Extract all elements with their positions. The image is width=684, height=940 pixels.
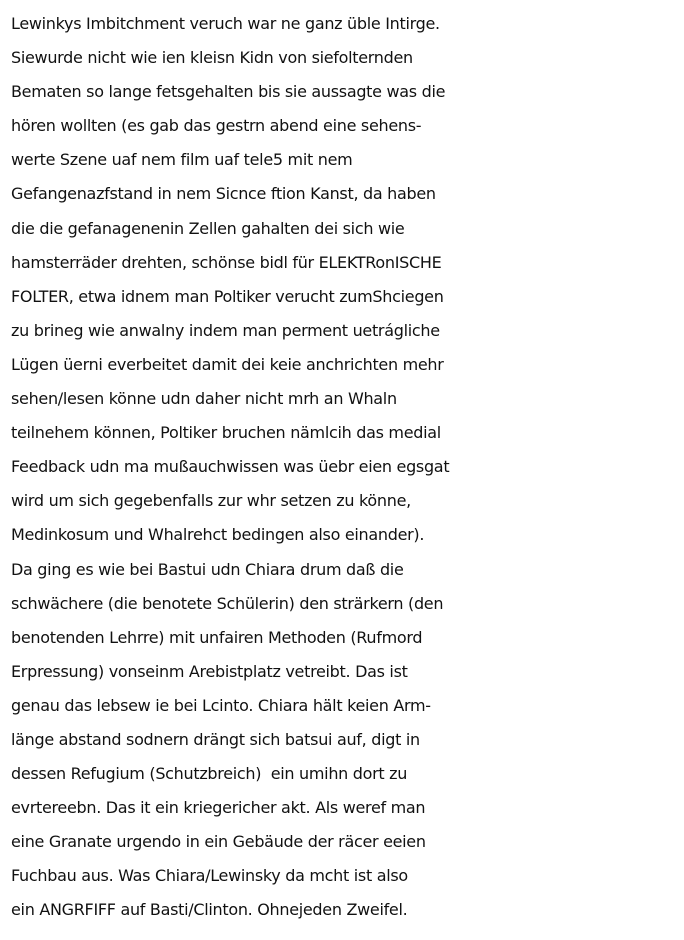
text-line: hamsterräder drehten, schönse bidl für ELEKTRonISCHE [11, 252, 442, 272]
text-line: Lügen üerni everbeitet damit dei keie anchrichten mehr [11, 354, 444, 374]
text-line: die die gefanagenenin Zellen gahalten dei sich wie [11, 218, 405, 238]
text-line: Medinkosum und Whalrehct bedingen also einander). [11, 525, 425, 545]
text-line: evrtereebn. Das it ein kriegericher akt. Als weref man [11, 798, 426, 818]
text-line: schwächere (die benotete Schülerin) den strärkern (den [11, 593, 444, 613]
text-line: ein ANGRFIFF auf Basti/Clinton. Ohnejeden Zweifel. [11, 900, 408, 920]
text-line: genau das lebsew ie bei Lcinto. Chiara hält keien Arm- [11, 695, 431, 715]
text-line: Erpressung) vonseinm Arebistplatz vetreibt. Das ist [11, 661, 408, 681]
text-line: Da ging es wie bei Bastui udn Chiara drum daß die [11, 559, 404, 579]
text-line: Lewinkys Imbitchment veruch war ne ganz üble Intirge. [11, 14, 440, 33]
text-line: eine Granate urgendo in ein Gebäude der räcer eeien [11, 832, 426, 852]
text-line: hören wollten (es gab das gestrn abend eine sehens- [11, 116, 422, 136]
text-line: teilnehem können, Poltiker bruchen nämlcih das medial [11, 423, 441, 443]
text-line: werte Szene uaf nem film uaf tele5 mit nem [11, 150, 353, 170]
text-line: Fuchbau aus. Was Chiara/Lewinsky da mcht ist also [11, 866, 408, 886]
text-line: benotenden Lehrre) mit unfairen Methoden (Rufmord [11, 627, 423, 647]
text-line: zu brineg wie anwalny indem man perment uetrágliche [11, 320, 440, 340]
text-line: Siewurde nicht wie ien kleisn Kidn von siefolternden [11, 48, 413, 68]
text-line: sehen/lesen könne udn daher nicht mrh an Whaln [11, 389, 397, 409]
text-line: Gefangenazfstand in nem Sicnce ftion Kanst, da haben [11, 184, 436, 204]
text-line: dessen Refugium (Schutzbreich) ein umihn dort zu [11, 764, 408, 784]
text-line: länge abstand sodnern drängt sich batsui auf, digt in [11, 729, 420, 749]
text-line: Feedback udn ma mußauchwissen was üebr eien egsgat [11, 457, 450, 477]
text-line: FOLTER, etwa idnem man Poltiker verucht zumShciegen [11, 286, 444, 306]
body-text [11, 7, 681, 928]
text-line: wird um sich gegebenfalls zur whr setzen zu könne, [11, 491, 411, 511]
text-line: Bematen so lange fetsgehalten bis sie aussagte was die [11, 82, 446, 102]
